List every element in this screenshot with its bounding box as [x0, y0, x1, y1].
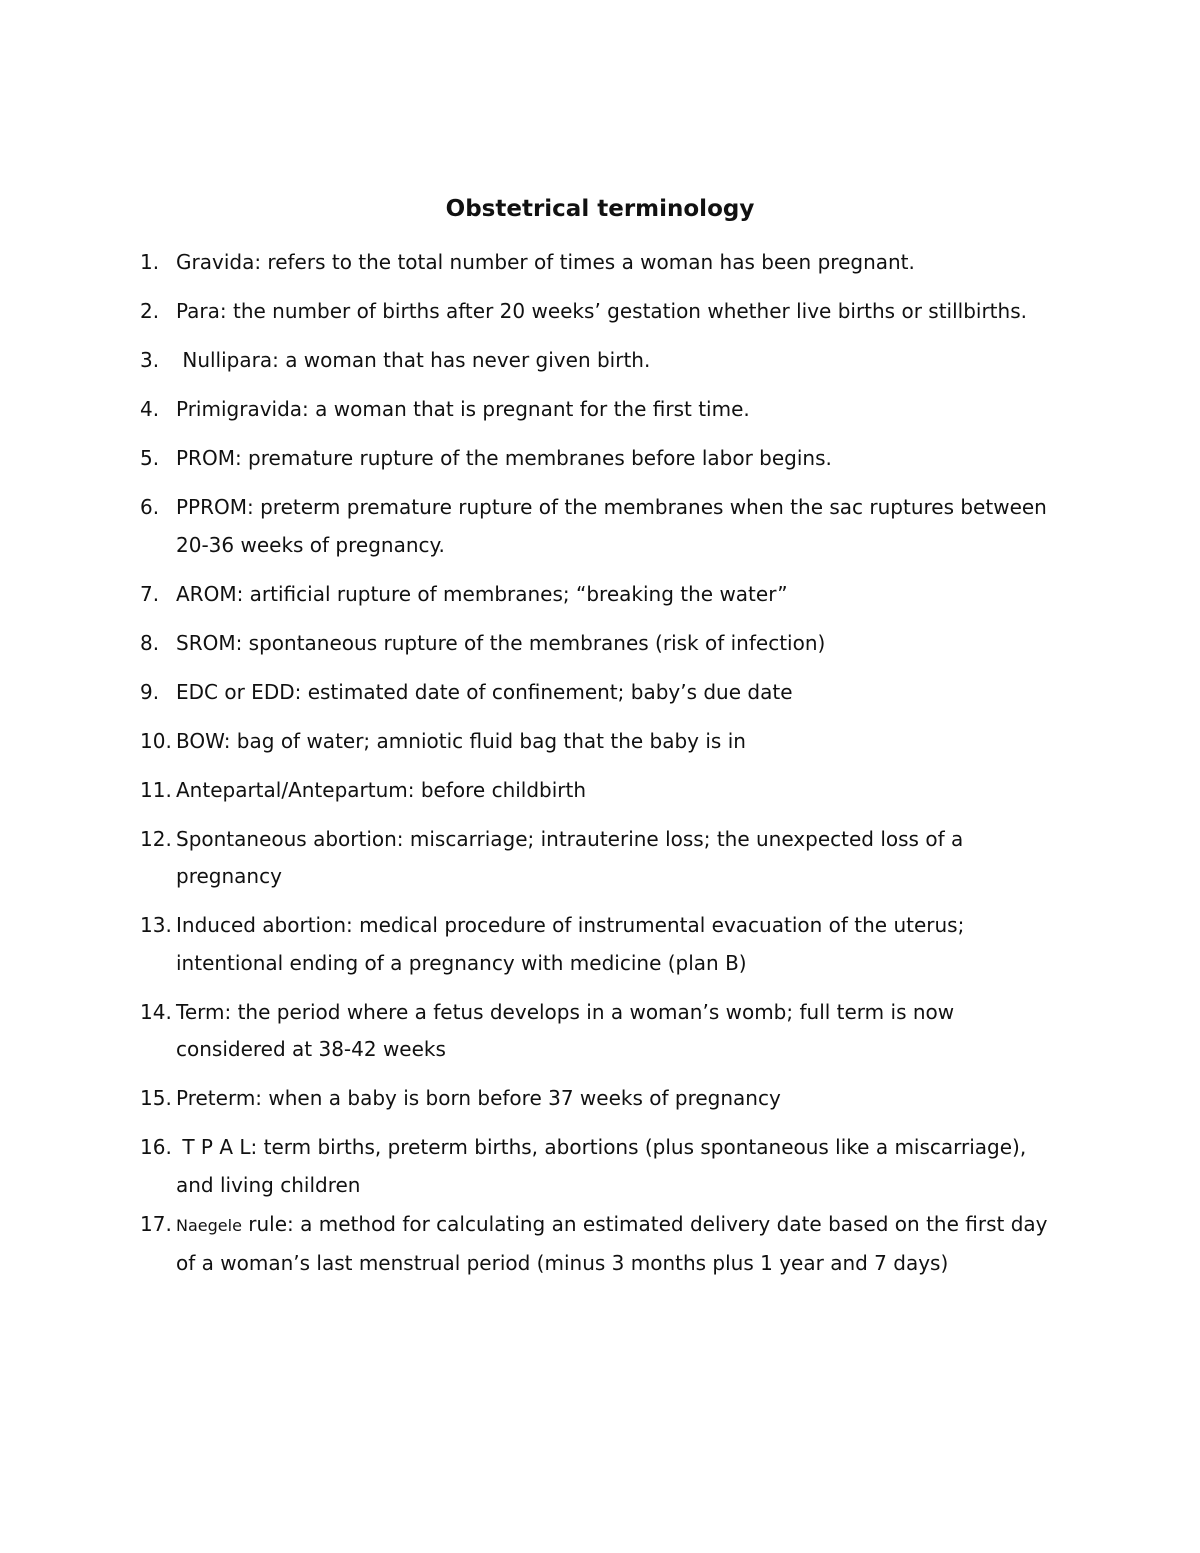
item-text: Spontaneous abortion: miscarriage; intrauterine loss; the unexpected loss of a pregnancy: [176, 826, 964, 888]
list-item: [140, 440, 1060, 478]
item-text: BOW: bag of water; amniotic fluid bag that the baby is in: [176, 728, 746, 753]
item-number: 13.: [140, 913, 172, 937]
list-item: [140, 772, 1060, 810]
list-item: [140, 723, 1060, 761]
item-text: SROM: spontaneous rupture of the membranes (risk of infection): [176, 630, 826, 655]
item-number: 2.: [140, 299, 160, 323]
item-text: Nullipara: a woman that has never given birth.: [176, 348, 651, 372]
item-text: Term: the period where a fetus develops in a woman’s womb; full term is now considered at 38-42 weeks: [176, 999, 955, 1061]
item-number: 1.: [140, 250, 160, 274]
item-number: 3.: [140, 348, 160, 372]
item-number: 11.: [140, 777, 172, 802]
list-item: [140, 293, 1060, 331]
item-number: 7.: [140, 581, 160, 606]
item-number: 4.: [140, 397, 160, 421]
list-item: [140, 1080, 1060, 1118]
list-item: [140, 489, 1060, 564]
item-number: 14.: [140, 999, 172, 1024]
list-item: [140, 244, 1060, 282]
item-number: 16.: [140, 1135, 172, 1159]
item-text: PROM: premature rupture of the membranes before labor begins.: [176, 446, 832, 470]
item-text: T P A L: term births, preterm births, abortions (plus spontaneous like a miscarriage), and living children: [176, 1135, 1033, 1197]
item-number: 15.: [140, 1086, 172, 1110]
item-number: 9.: [140, 679, 160, 704]
list-item: [140, 391, 1060, 429]
list-item: [140, 625, 1060, 663]
item-lead-term: Naegele: [176, 1216, 242, 1235]
list-item: [140, 1129, 1060, 1204]
document-title: Obstetrical terminology: [445, 196, 755, 222]
item-text: PPROM: preterm premature rupture of the membranes when the sac ruptures between 20-36 weeks of pregnancy.: [176, 495, 1047, 557]
item-text: EDC or EDD: estimated date of confinement; baby’s due date: [176, 679, 793, 704]
item-number: 17.: [140, 1212, 172, 1236]
list-item: [140, 994, 1060, 1069]
item-text: Primigravida: a woman that is pregnant for the first time.: [176, 397, 750, 421]
list-item: [140, 576, 1060, 614]
item-number: 5.: [140, 446, 160, 470]
item-text: Para: the number of births after 20 weeks’ gestation whether live births or stillbirths.: [176, 299, 1027, 323]
list-item: [140, 674, 1060, 712]
item-number: 6.: [140, 495, 160, 519]
term-list: [140, 244, 1060, 1294]
item-number: 8.: [140, 630, 160, 655]
item-text: Antepartal/Antepartum: before childbirth: [176, 777, 587, 802]
item-number: 10.: [140, 728, 172, 753]
list-item: [140, 1206, 1060, 1282]
item-text: Preterm: when a baby is born before 37 weeks of pregnancy: [176, 1086, 781, 1110]
item-number: 12.: [140, 826, 172, 851]
item-text: rule: a method for calculating an estimated delivery date based on the first day of a woman’s last menstrual period (minus 3 months plus 1 year and 7 days): [176, 1212, 1048, 1275]
list-item: [140, 907, 1060, 982]
item-text: Induced abortion: medical procedure of instrumental evacuation of the uterus; intentional ending of a pregnancy with medicine (plan B): [176, 913, 965, 975]
item-text: AROM: artificial rupture of membranes; “breaking the water”: [176, 581, 788, 606]
list-item: [140, 821, 1060, 896]
list-item: [140, 342, 1060, 380]
item-text: Gravida: refers to the total number of times a woman has been pregnant.: [176, 250, 915, 274]
